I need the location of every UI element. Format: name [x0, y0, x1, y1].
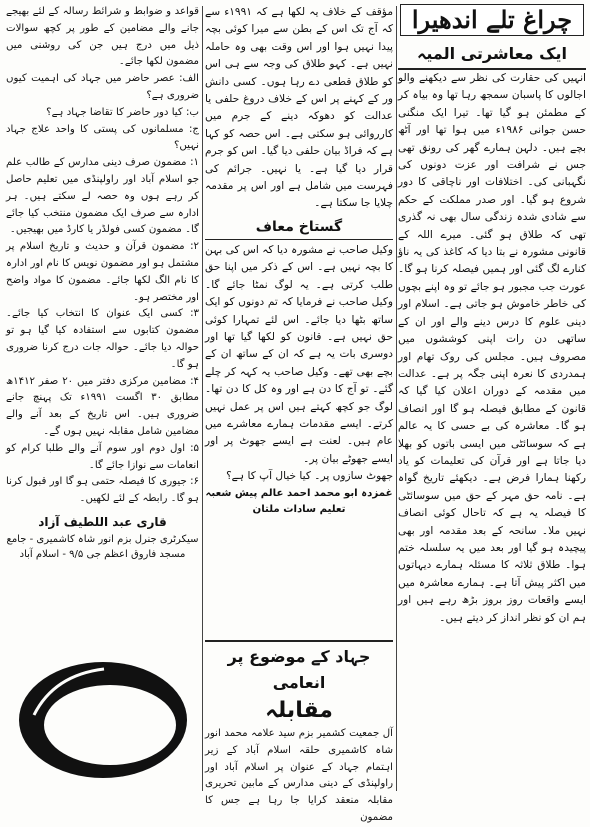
section-body: وکیل صاحب نے مشورہ دیا کہ اس کی بہن کا بچہ نہیں ہے۔ اس کے ذکر میں اپنا حق طلب کرتی ہے۔ یہ لوگ نمٹا جائے گا۔ وکیل صاحب نے فرمایا کہ تم دونوں کو ایک ساتھ بٹھا دیا جائے۔ اس لئے تمہارا کوئی حق نہیں ہے۔ قانون کو لکھا گیا تھا اور دوسری بات یہ ہے کہ ان کے ساتھ ان کے بچے بھی تھے۔ وکیل صاحب یہ کہہ کر چلے گئے۔ تو آج کا دن ہے اور وہ کل کا دن تھا۔ لوگ جو کچھ کہتے ہیں اس پر عمل نہیں کرتے۔ ایسے مقدمات ہمارے معاشرے میں عام ہیں۔ لعنت ہے ایسے جھوٹ پر اور ایسے جھوٹے بیان پر۔ [205, 243, 393, 465]
rules-item: ۵: اول دوم اور سوم آنے والے طلبا کرام کو انعامات سے نوازا جائے گا۔ [6, 442, 199, 471]
rules-item: الف: عصر حاضر میں جہاد کی اہمیت کیوں ضروری ہے؟ [6, 73, 199, 101]
rules-item: ۲: مضمون قرآن و حدیث و تاریخ اسلام پر مشتمل ہو اور مضمون نویس کا نام اور ادارہ کا نام الگ لکھا جائے۔ مضمون کا مواد واضح اور مختصر ہو۔ [6, 241, 199, 303]
rules-item: ب: کیا دور حاضر کا تقاضا جہاد ہے؟ [46, 106, 199, 118]
article-subtitle: ایک معاشرتی المیہ [398, 40, 586, 70]
right-column [398, 4, 586, 789]
contest-body: آل جمعیت کشمیر بزم سید علامہ محمد انور شاہ کاشمیری حلقہ اسلام آباد کے زیر اہتمام جہاد کے عنوان پر اسلام آباد اور راولپنڈی کے دینی مدارس کے مابین تحریری مقابلہ منعقد کرایا جا رہا ہے جس کا مضمون [205, 728, 393, 823]
closing-line: جھوٹ سازوں پر۔ کیا خیال آپ کا ہے؟ [226, 470, 393, 483]
author-signature: غمزدہ ابو محمد احمد عالم پیش شعبہ تعلیم سادات ملتان [205, 487, 393, 516]
article-title: چراغ تلے اندھیرا [400, 4, 584, 36]
article-title-box [398, 4, 586, 68]
article-body: انہیں کی حقارت کی نظر سے دیکھنے والو اجالوں کا پاسبان سمجھ رہا تھا وہ بیاہ کر کے مطمئن ہو گیا تھا۔ تیرا ایک منگنی حسن جوانی ۱۹۸۶ء میں ہوا تھا اور آٹھ بچے ہیں۔ دلہن ہمارے گھر کی رونق تھی جس نے شرافت اور عزت دونوں کی نگہبانی کی۔ اختلافات اور ناچاقی کا دور شروع ہو گیا۔ اور صدر مملکت کے حکم سے شادی شدہ زندگی سال بھی نہ گذری تھی کہ طلاق ہو گئی۔ میرے اللہ کے قانونی مشورہ نے بتا دیا کہ کاغذ کی یہ ناؤ کنارے لگ گئی اور ہمیں فیصلہ کرنا ہو گا۔ عورت جب مجبور ہو جائے تو وہ اپنے بچوں کی خاطر خاموش ہو جاتی ہے۔ اسلام اور دینی علوم کا درس دینے والے اور ان کے ساتھی دن رات اپنی کوششوں میں مصروف ہیں۔ مجلس کی روک تھام اور ہمدردی کا نعرہ اپنی جگہ پر ہے۔ عدالت میں مقدمہ کے دوران اعلان کیا گیا کہ قانون کے مطابق فیصلہ ہو گا اور انصاف ہو گا۔ معاشرہ کی بے حسی کا یہ عالم ہے کہ سوسائٹی میں ایسی باتوں کو بھلا دیا جاتا ہے اور قرآن کی تعلیمات کو یاد رکھنا ہمارا فرض ہے۔ دیکھئے تاریخ گواہ ہے۔ نامہ حق مہر کے حق میں سوسائٹی کا فیصلہ یہ ہے کہ تاحال کوئی انصاف نہیں ملا۔ سانحہ کے بعد مقدمہ اور بھی پیچیدہ ہو گیا اور بعد میں یہ سلسلہ ختم ہوا۔ طلاق ثلاثہ کا مسئلہ ہمارے دیہاتوں میں اکثر پیش آتا ہے۔ ہمارے معاشرہ میں ایسے واقعات روز بروز بڑھ رہے ہیں اور ہم ان کو نظر انداز کر دیتے ہیں۔ [398, 72, 586, 624]
contest-title: جہاد کے موضوع پر انعامی [227, 647, 371, 692]
rules-item: ۶: جیوری کا فیصلہ حتمی ہو گا اور قبول کرنا ہو گا۔ رابطہ کے لئے لکھیں۔ [6, 476, 199, 505]
rules-item: ۱: مضمون صرف دینی مدارس کے طالب علم جو اسلام آباد اور راولپنڈی میں تعلیم حاصل کر رہے ہوں وہ حصہ لے سکتے ہیں۔ ہر ادارہ سے صرف ایک مضمون منتخب کیا جائے گا۔ مضمون کسی فولڈر یا کارڈ میں بھیجیں۔ [6, 157, 199, 236]
rules-item: ۴: مضامین مرکزی دفتر میں ۲۰ صفر ۱۴۱۲ھ مطابق ۳۰ اگست ۱۹۹۱ء تک پہنچ جانے ضروری ہیں۔ اس تاریخ کے بعد آنے والے مضامین شامل مقابلہ نہیں ہوں گے۔ [6, 375, 199, 437]
column-divider-right [396, 6, 397, 791]
column-divider-left [202, 6, 203, 791]
rules-intro: قواعد و ضوابط و شرائط رسالہ کے لئے بھیجے جانے والے مضامین کے طور پر کچھ سوالات ذیل میں درج ہیں جن کی روشنی میں مضمون لکھا جائے۔ [6, 6, 199, 68]
signature-name: قاری عبد اللطیف آزاد [38, 514, 167, 529]
contest-title-large: مقابلہ [265, 698, 333, 723]
rules-item: ج: مسلمانوں کی پستی کا واحد علاج جہاد نہیں؟ [6, 123, 199, 152]
signature-line: سیکرٹری جنرل بزم انور شاہ کاشمیری - جامع مسجد فاروق اعظم جی ۹/۵ - اسلام آباد [6, 533, 199, 560]
oval-frame-icon [14, 655, 192, 785]
contest-box [205, 640, 393, 823]
article-continuation: مؤقف کے خلاف یہ لکھا ہے کہ ۱۹۹۱ء سے کہ آج تک اس کے بطن سے میرا کوئی بچہ پیدا نہیں ہوا اور اس وقت بھی وہ حاملہ نہیں ہے۔ کہو طلاق کی وجہ سے ہی اس کو طلاق قطعی دے رہا ہوں۔ کسی دانش ور کے کہنے پر اس کے خلاف دروغ حلفی یا عدالت کو دھوکہ دینے کے جرم میں کارروائی ہو سکتی ہے۔ اس حصہ کو کہا ہے کہ فراڈ بیان حلفی دیا گیا۔ اس کو جرم قرار دیا گیا ہے۔ یا نہیں۔ جرائم کی فہرست میں شامل ہے اور اس پر مقدمہ چلایا جا سکتا ہے۔ [205, 6, 393, 210]
left-column [6, 4, 199, 654]
section-heading: گستاخ معاف [205, 215, 393, 240]
rules-item: ۳: کسی ایک عنوان کا انتخاب کیا جائے۔ مضمون کتابوں سے استفادہ کیا گیا ہو تو حوالہ دیا جائے۔ حوالہ جات درج کرنا ضروری ہو گا۔ [6, 308, 199, 370]
